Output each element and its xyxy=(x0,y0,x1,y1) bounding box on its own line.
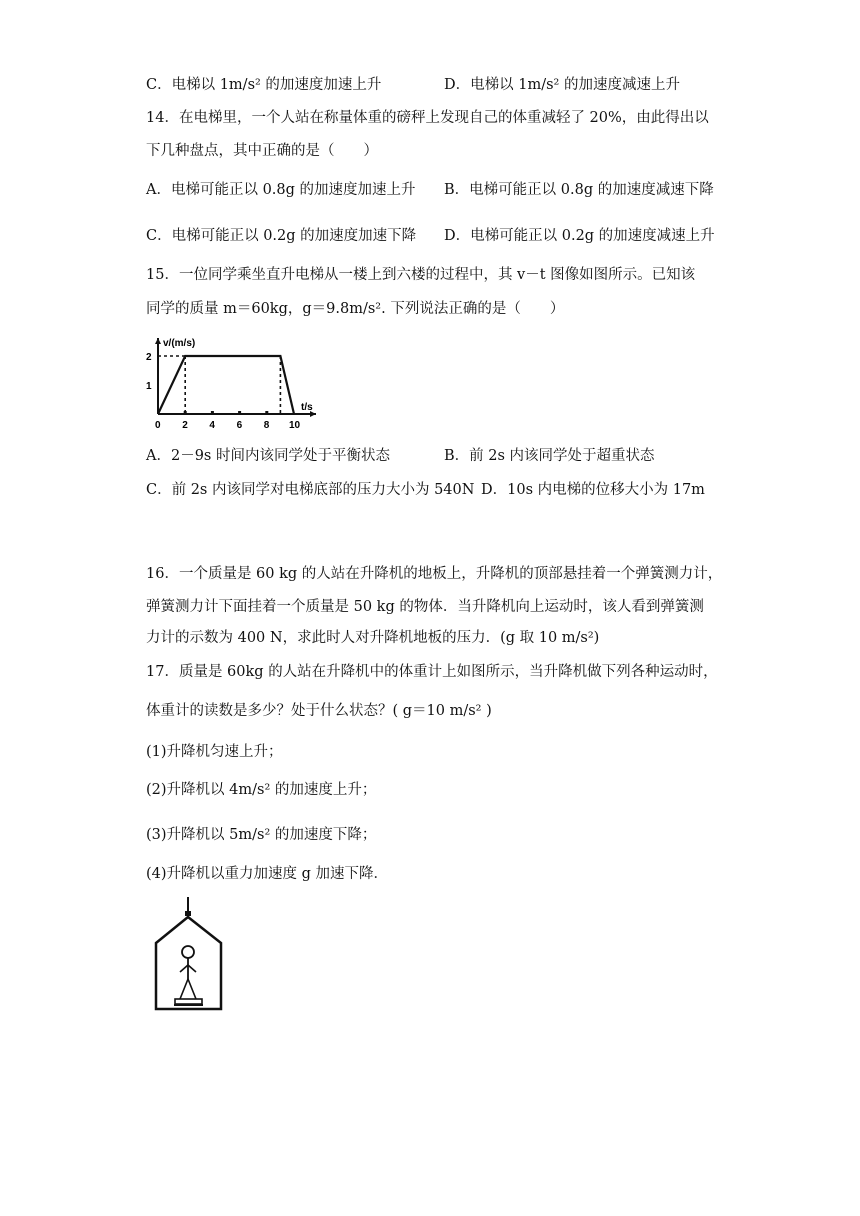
x-tick-label: 4 xyxy=(209,420,215,430)
q13-option-c: C．电梯以 1m/s² 的加速度加速上升 xyxy=(146,77,382,93)
q15-option-b: B．前 2s 内该同学处于超重状态 xyxy=(444,448,655,464)
y-tick-label: 2 xyxy=(146,352,152,363)
q14-stem-line2: 下几种盘点，其中正确的是（ ） xyxy=(146,143,378,159)
q15-stem-line2: 同学的质量 m＝60kg，g＝9.8m/s². 下列说法正确的是（ ） xyxy=(146,301,565,317)
q15-option-d: D．10s 内电梯的位移大小为 17m xyxy=(481,482,705,498)
vt-graph xyxy=(144,334,324,430)
vt-series-line xyxy=(158,356,294,414)
q16-line1: 16．一个质量是 60 kg 的人站在升降机的地板上，升降机的顶部悬挂着一个弹簧测力计， xyxy=(146,566,723,582)
q17-item1: (1)升降机匀速上升； xyxy=(146,744,283,760)
x-tick-label: 10 xyxy=(289,420,301,430)
q15-option-c: C．前 2s 内该同学对电梯底部的压力大小为 540N xyxy=(146,482,475,498)
weighing-scale xyxy=(175,999,202,1004)
q14-stem-line1: 14．在电梯里，一个人站在称量体重的磅秤上发现自己的体重减轻了 20%，由此得出以 xyxy=(146,110,709,126)
q16-line2: 弹簧测力计下面挂着一个质量是 50 kg 的物体．当升降机向上运动时，该人看到弹簧测 xyxy=(146,599,704,615)
y-tick-label: 1 xyxy=(146,381,152,392)
person-arm-right xyxy=(188,965,196,972)
x-tick-label: 8 xyxy=(263,420,270,430)
x-tick-mark xyxy=(238,411,241,414)
q14-option-d: D．电梯可能正以 0.2g 的加速度减速上升 xyxy=(444,228,715,244)
q16-line3: 力计的示数为 400 N，求此时人对升降机地板的压力．(g 取 10 m/s²) xyxy=(146,630,600,646)
q17-line1: 17．质量是 60kg 的人站在升降机中的体重计上如图所示，当升降机做下列各种运动时， xyxy=(146,664,718,680)
q15-option-a: A．2－9s 时间内该同学处于平衡状态 xyxy=(146,448,390,464)
y-axis-label: v/(m/s) xyxy=(163,338,196,349)
person-arm-left xyxy=(180,965,188,972)
q13-option-d: D．电梯以 1m/s² 的加速度减速上升 xyxy=(444,77,680,93)
x-tick-mark xyxy=(211,411,214,414)
y-axis-arrow xyxy=(155,338,161,344)
person-head xyxy=(182,946,194,958)
rope-hook xyxy=(185,911,191,916)
elevator-figure xyxy=(150,895,245,1017)
x-tick-mark xyxy=(265,411,268,414)
x-tick-label: 2 xyxy=(182,420,188,430)
q17-item4: (4)升降机以重力加速度 g 加速下降． xyxy=(146,866,389,882)
q17-item3: (3)升降机以 5m/s² 的加速度下降； xyxy=(146,827,377,843)
q14-option-a: A．电梯可能正以 0.8g 的加速度加速上升 xyxy=(146,182,416,198)
person-leg-left xyxy=(180,979,188,999)
q17-item2: (2)升降机以 4m/s² 的加速度上升； xyxy=(146,782,377,798)
q14-option-b: B．电梯可能正以 0.8g 的加速度减速下降 xyxy=(444,182,714,198)
person-leg-right xyxy=(188,979,196,999)
x-tick-label: 0 xyxy=(155,420,161,430)
q14-option-c: C．电梯可能正以 0.2g 的加速度加速下降 xyxy=(146,228,417,244)
x-tick-label: 6 xyxy=(236,420,243,430)
x-axis-label: t/s xyxy=(301,402,313,413)
q15-stem-line1: 15．一位同学乘坐直升电梯从一楼上到六楼的过程中，其 v－t 图像如图所示。已知该 xyxy=(146,267,696,283)
q17-line2: 体重计的读数是多少？处于什么状态？( g＝10 m/s² ) xyxy=(146,703,492,719)
